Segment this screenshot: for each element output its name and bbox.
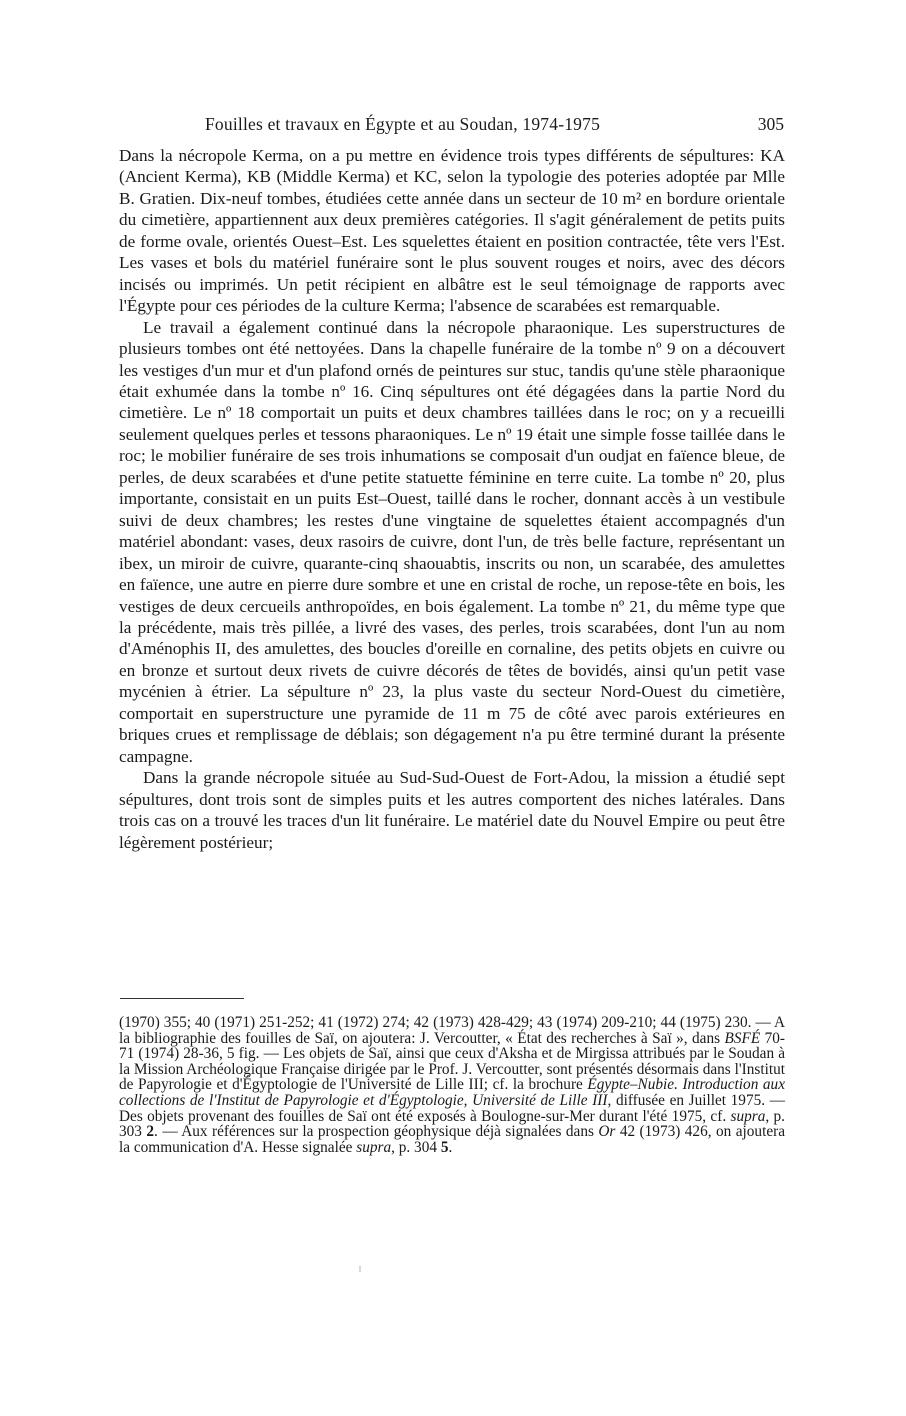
note-number: 5 — [440, 1138, 449, 1156]
footnote — [119, 1015, 785, 1155]
cross-reference: supra — [356, 1138, 392, 1156]
footnote-text: (1970) 355; 40 (1971) 251-252; 41 (1972) 274; 42 (1973) 428-429; 43 (1974) 209-210; 44 (1975) 230. — A la bibliographie des fouilles de Saï, on ajoutera: J. Vercoutter, « État des recherches à Saï », dans — [119, 1014, 785, 1047]
footnote-text: , diffusée en Juillet 1975. — Des objets provenant des fouilles de Saï ont été exposés à Boulogne-sur-Mer durant l'été 1975, cf. — [119, 1091, 785, 1125]
page-number: 305 — [757, 114, 784, 134]
running-title: Fouilles et travaux en Égypte et au Soudan, 1974-1975 — [205, 114, 601, 134]
footnote-text: . — [448, 1138, 453, 1156]
cross-reference: supra — [730, 1107, 766, 1125]
footnote-separator — [120, 998, 244, 999]
paragraph-kerma: Dans la nécropole Kerma, on a pu mettre en évidence trois types différents de sépultures: KA (Ancient Kerma), KB (Middle Kerma) et KC, selon la typologie des poteries adoptée par Mlle B. Gratien. Dix-neuf tombes, étudiées cette année dans un secteur de 10 m² en bordure orientale du cimetière, appartiennent aux deux premières catégories. Il s'agit généralement de petits puits de forme ovale, orientés Ouest–Est. Les squelettes étaient en position contractée, tête vers l'Est. Les vases et bols du matériel funéraire sont le plus souvent rouges et noirs, avec des décors incisés ou imprimés. Un petit récipient en albâtre est le seul témoignage de rapports avec l'Égypte pour ces périodes de la culture Kerma; l'absence de scarabées est remarquable. — [119, 146, 785, 316]
paragraph-pharaonic: Le travail a également continué dans la nécropole pharaonique. Les superstructures de plusieurs tombes ont été nettoyées. Dans la chapelle funéraire de la tombe nº 9 on a découvert les vestiges d'un mur et d'un plafond ornés de peintures sur stuc, tandis qu'une stèle pharaonique était exhumée dans la tombe nº 16. Cinq sépultures ont été dégagées dans la partie Nord du cimetière. Le nº 18 comportait un puits et deux chambres taillées dans le roc; on y a recueilli seulement quelques perles et tessons pharaoniques. Le nº 19 était une simple fosse taillée dans le roc; le mobilier funéraire de ses trois inhumations se composait d'un oudjat en faïence bleue, de perles, de deux scarabées et d'une petite statuette féminine en terre cuite. La tombe nº 20, plus importante, consistait en un puits Est–Ouest, taillé dans le rocher, donnant accès à un vestibule suivi de deux chambres; les restes d'une vingtaine de squelettes étaient accompagnés d'un matériel abondant: vases, deux rasoirs de cuivre, dont l'un, de très belle facture, représentant un ibex, un miroir de cuivre, quarante-cinq shaouabtis, inscrits ou non, un scarabée, des amulettes en faïence, une autre en pierre dure sombre et une en cristal de roche, un repose-tête en bois, les vestiges de deux cercueils anthropoïdes, en bois également. La tombe nº 21, du même type que la précédente, mais très pillée, a livré des vases, des perles, trois scarabées, dont l'un au nom d'Aménophis II, des amulettes, des boucles d'oreille en cornaline, des petits objets en cuivre ou en bronze et surtout deux rivets de cuivre décorés de têtes de bovidés, ainsi qu'un petit vase mycénien à étrier. La sépulture nº 23, la plus vaste du secteur Nord-Ouest du cimetière, comportait en superstructure une pyramide de 11 m 75 de côté avec parois extérieures en briques crues et remplissage de déblais; son dégagement n'a pu être terminé durant la présente campagne. — [119, 317, 785, 766]
body-text — [119, 145, 785, 853]
footnote-text: , p. 304 — [391, 1138, 441, 1156]
footnote-text: 42 (1973) 426, on ajoutera la communication d'A. Hesse signalée — [119, 1123, 785, 1156]
running-header — [120, 114, 784, 138]
footnote-text: 70-71 (1974) 28-36, 5 fig. — Les objets de Saï, ainsi que ceux d'Aksha et de Mirgissa attribués par le Soudan à la Mission Archéologique Française dirigée par le Prof. J. Vercoutter, sont présentés désormais dans l'Institut de Papyrologie et d'Égyptologie de l'Université de Lille III; cf. la brochure — [119, 1029, 786, 1094]
footnote-text: , p. 303 — [119, 1107, 786, 1141]
note-number: 2 — [146, 1123, 155, 1141]
journal-abbreviation: Or — [598, 1123, 616, 1141]
scan-speck — [359, 1266, 361, 1272]
footnote-text: . — Aux références sur la prospection géophysique déjà signalées dans — [154, 1123, 599, 1141]
journal-title: BSFÉ — [724, 1029, 761, 1047]
paragraph-fort-adou: Dans la grande nécropole située au Sud-Sud-Ouest de Fort-Adou, la mission a étudié sept sépultures, dont trois sont de simples puits et les autres comportent des niches latérales. Dans trois cas on a trouvé les traces d'un lit funéraire. Le matériel date du Nouvel Empire ou peut être légèrement postérieur; — [119, 768, 785, 852]
brochure-title: Égypte–Nubie. Introduction aux collections de l'Institut de Papyrologie et d'Égyptologie, Université de Lille III — [119, 1076, 785, 1109]
